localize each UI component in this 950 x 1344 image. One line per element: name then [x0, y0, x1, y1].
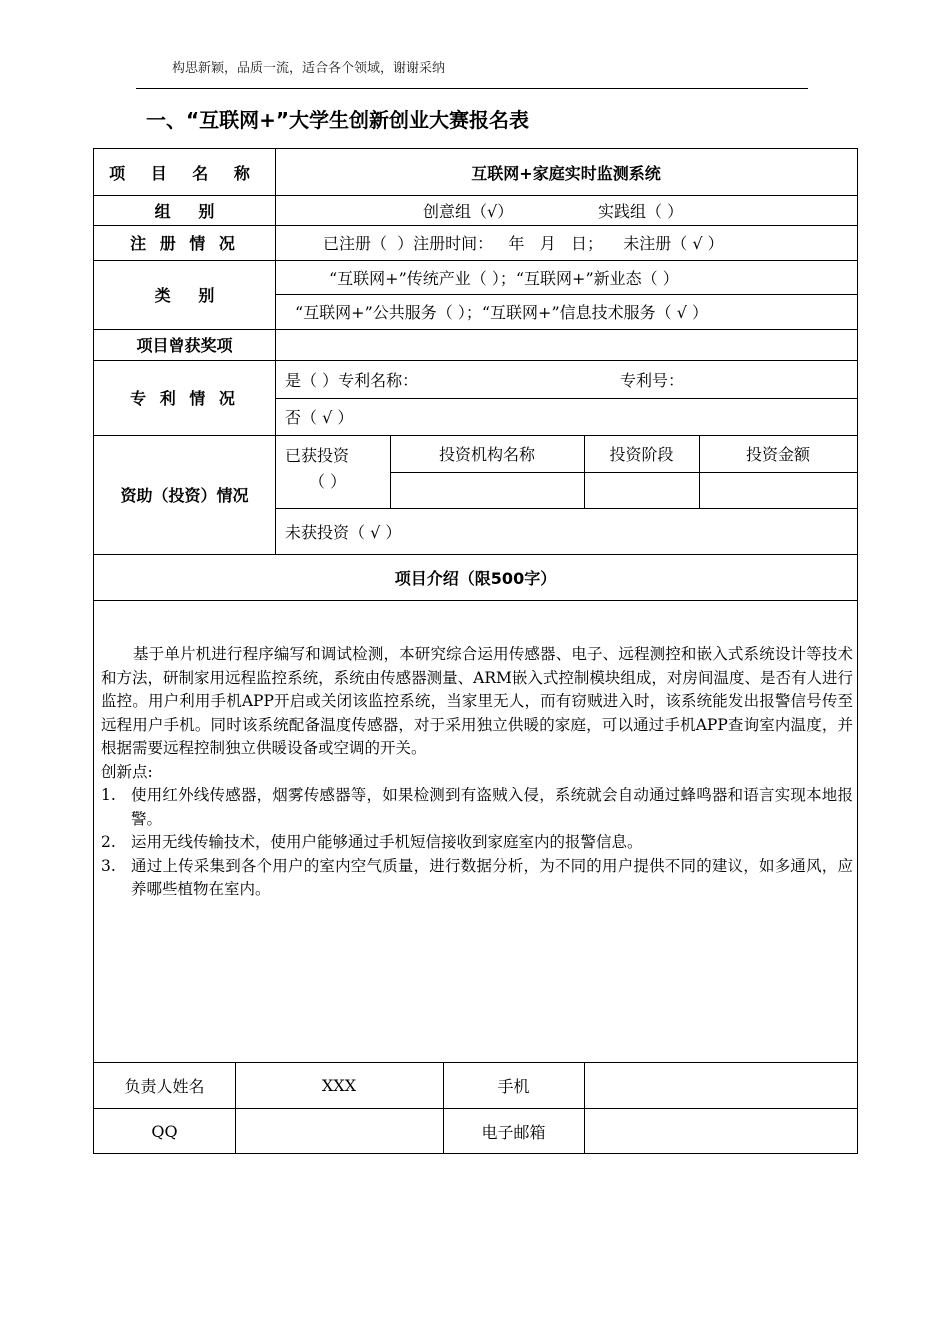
col-divider [275, 149, 276, 554]
page-title: 一、“互联网+”大学生创新创业大赛报名表 [146, 108, 530, 132]
patent-label: 专 利 情 况 [130, 389, 239, 408]
funding-invested-check: （ ） [309, 471, 347, 491]
list-item-number: 1. [101, 786, 116, 804]
group-option-creative: 创意组（√） [423, 201, 514, 221]
row-divider [275, 398, 857, 399]
innovation-list [101, 784, 853, 902]
list-item-text: 通过上传采集到各个用户的室内空气质量，进行数据分析，为不同的用户提供不同的建议，如多通风，应养哪些植物在室内。 [131, 856, 853, 898]
phone-label: 手机 [497, 1076, 530, 1096]
intro-paragraph: 基于单片机进行程序编写和调试检测，本研究综合运用传感器、电子、远程测控和嵌入式系统设计等技术和方法，研制家用远程监控系统，系统由传感器测量、ARM嵌入式控制模块组成，对房间温度、是否有人进行监控。用户利用手机APP开启或关闭该监控系统，当家里无人，而有窃贼进入时，该系统能发出报警信号传至远程用户手机。同时该系统配备温度传感器，对于采用独立供暖的家庭，可以通过手机APP查询室内温度，并根据需要远程控制独立供暖设备或空调的开关。 [101, 645, 853, 757]
innovation-label: 创新点: [101, 762, 153, 781]
list-item [101, 831, 853, 855]
intro-header: 项目介绍（限500字） [394, 568, 557, 588]
patent-no: 否（ √ ） [285, 408, 354, 427]
registration-value: 已注册（ ）注册时间： 年 月 日； 未注册（ √ ） [323, 234, 724, 253]
project-name-value: 互联网+家庭实时监测系统 [471, 163, 661, 183]
qq-label: QQ [151, 1121, 178, 1141]
awards-label: 项目曾获奖项 [136, 336, 233, 355]
funding-col-amount: 投资金额 [745, 445, 810, 464]
category-line-1: “互联网+”传统产业（ ）；“互联网+”新业态（ ） [329, 268, 679, 288]
list-item [101, 855, 853, 902]
list-item-number: 3. [101, 856, 116, 875]
registration-form [93, 148, 858, 1154]
patent-yes-name: 是（ ）专利名称： [285, 370, 419, 390]
registration-label: 注 册 情 况 [130, 234, 239, 253]
phone-value [584, 1062, 857, 1108]
list-item [101, 784, 853, 831]
category-label: 类 别 [154, 286, 215, 305]
list-item-text: 使用红外线传感器，烟雾传感器等，如果检测到有盗贼入侵，系统就会自动通过蜂鸣器和语言实现本地报警。 [131, 786, 853, 828]
qq-value [235, 1108, 443, 1154]
email-value [584, 1108, 857, 1154]
funding-not-invested: 未获投资（ √ ） [285, 522, 402, 542]
row-divider [390, 472, 857, 473]
funding-label: 资助（投资）情况 [120, 486, 249, 505]
row-divider [94, 600, 857, 601]
leader-name-value: XXX [321, 1075, 357, 1095]
funding-col-org: 投资机构名称 [438, 445, 535, 464]
project-intro [101, 643, 853, 902]
group-option-practice: 实践组（ ） [598, 201, 684, 221]
leader-name-label: 负责人姓名 [124, 1076, 205, 1096]
header-tagline: 构思新颖，品质一流，适合各个领域，谢谢采纳 [172, 61, 446, 76]
header-divider [136, 88, 808, 89]
list-item-number: 2. [101, 833, 116, 851]
patent-number: 专利号： [620, 370, 685, 390]
group-label: 组 别 [154, 201, 215, 221]
list-item-text: 运用无线传输技术，使用户能够通过手机短信接收到家庭室内的报警信息。 [131, 833, 643, 851]
category-line-2: “互联网+”公共服务（ ）；“互联网+”信息技术服务（ √ ） [295, 303, 708, 322]
funding-col-stage: 投资阶段 [609, 445, 674, 464]
project-name-label: 项 目 名 称 [109, 163, 260, 183]
funding-invested: 已获投资 [285, 445, 350, 465]
email-label: 电子邮箱 [481, 1122, 546, 1142]
